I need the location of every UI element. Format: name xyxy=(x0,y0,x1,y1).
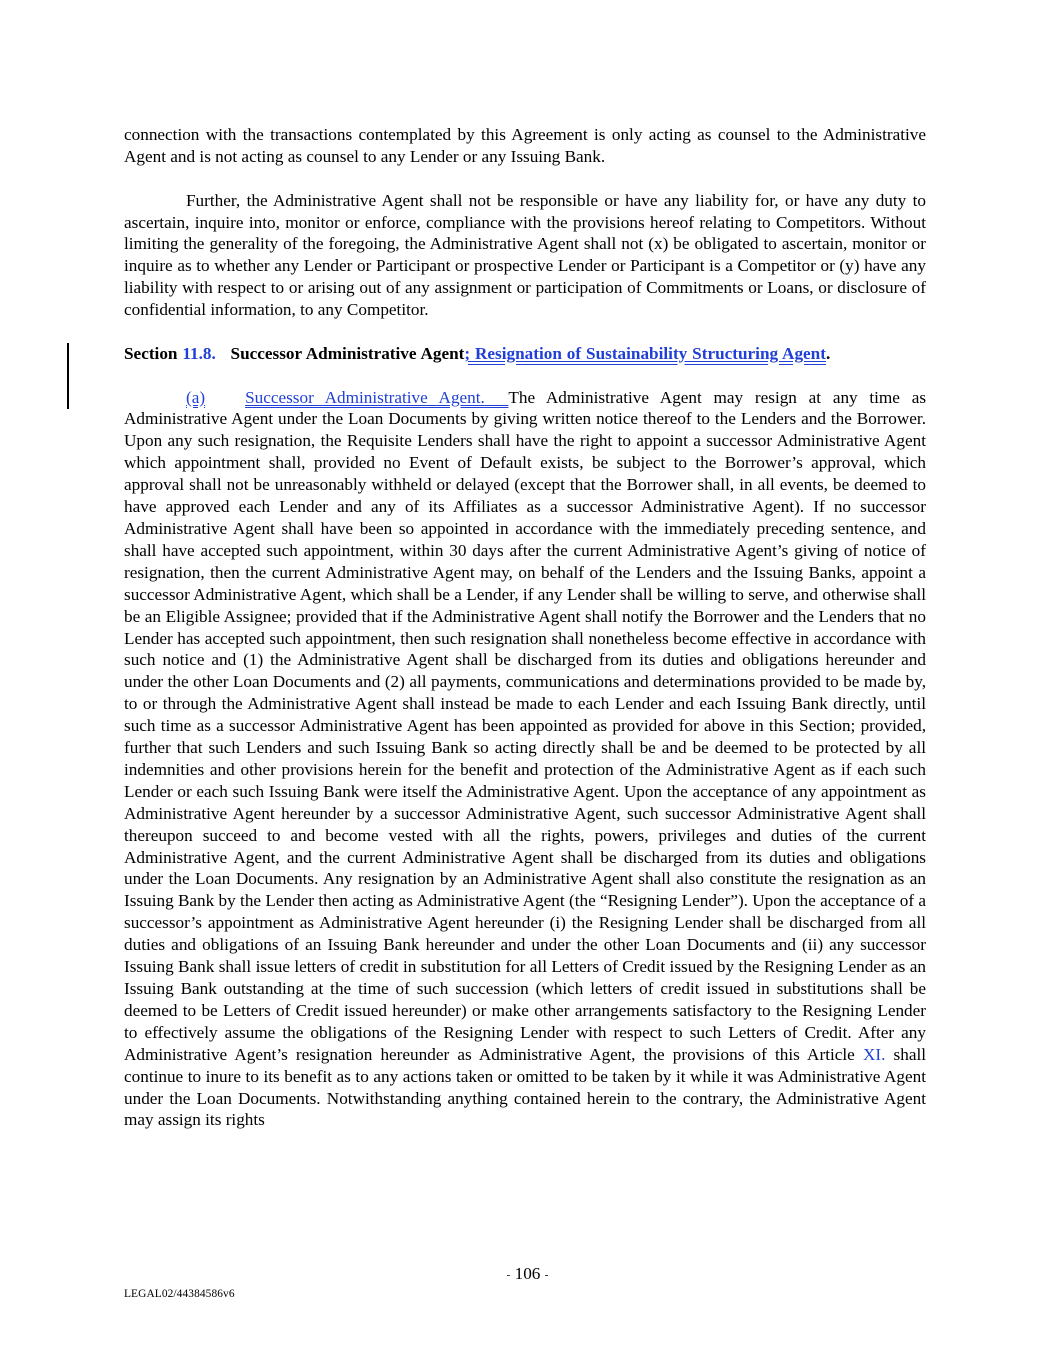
document-body xyxy=(124,124,926,1131)
section-label: Section xyxy=(124,343,178,363)
paragraph-continuation: connection with the transactions contemplated by this Agreement is only acting as counsel to the Administrative Agent and is not acting as counsel to any Lender or any Issuing Bank. xyxy=(124,125,926,166)
section-number-link[interactable]: 11.8. xyxy=(182,343,216,363)
change-bar xyxy=(67,387,69,409)
subsection-heading: Successor Administrative Agent. xyxy=(245,387,485,407)
section-heading-block xyxy=(124,343,926,365)
inserted-heading-text: ; Resignation of Sustainability Structuring Agent xyxy=(464,343,826,363)
subsection-text-part2: shall continue to inure to its benefit as to any actions taken or omitted to be taken by it while it was Administrative Agent under the Loan Documents. Notwithstanding anything contained herein to the contrary, the Administrative Agent may assign its rights xyxy=(124,1044,926,1130)
subsection-text-part1: The Administrative Agent may resign at any time as Administrative Agent under the Loan Documents by giving written notice thereof to the Lenders and the Borrower. Upon any such resignation, the Requisite Lenders shall have the right to appoint a successor Administrative Agent which appointment shall, provided no Event of Default exists, be subject to the Borrower’s approval, which approval shall not be unreasonably withheld or delayed (except that the Borrower shall, in all events, be deemed to have approved each Lender and any of its Affiliates as a successor Administrative Agent). If no successor Administrative Agent shall have been so appointed in accordance with the immediately preceding sentence, and shall have accepted such appointment, within 30 days after the current Administrative Agent’s giving of notice of resignation, then the current Administrative Agent may, on behalf of the Lenders and the Issuing Banks, appoint a successor Administrative Agent, which shall be a Lender, if any Lender shall be willing to serve, and otherwise shall be an Eligible Assignee; provided that if the Administrative Agent shall notify the Borrower and the Lenders that no Lender has accepted such appointment, then such resignation shall nonetheless become effective in accordance with such notice and (1) the Administrative Agent shall be discharged from its duties and obligations hereunder and under the other Loan Documents and (2) all payments, communications and determinations provided to be made by, to or through the Administrative Agent shall instead be made to each Lender and each Issuing Bank directly, until such time as a successor Administrative Agent has been appointed as provided for above in this Section; provided, further that such Lenders and such Issuing Bank so acting directly shall be and be deemed to be protected by all indemnities and other provisions herein for the benefit and protection of the Administrative Agent as if each such Lender or each such Issuing Bank were itself the Administrative Agent. Upon the acceptance of any appointment as Administrative Agent hereunder by a successor Administrative Agent, such successor Administrative Agent shall thereupon succeed to and become vested with all the rights, powers, privileges and duties of the current Administrative Agent, and the current Administrative Agent shall be discharged from its duties and obligations under the Loan Documents. Any resignation by an Administrative Agent shall also constitute the resignation as an Issuing Bank by the Lender then acting as Administrative Agent (the “Resigning Lender”). Upon the acceptance of a successor’s appointment as Administrative Agent hereunder (i) the Resigning Lender shall be discharged from all duties and obligations of an Issuing Bank hereunder and under the other Loan Documents and (ii) any successor Issuing Bank shall issue letters of credit in substitution for all Letters of Credit issued by the Resigning Lender as an Issuing Bank outstanding at the time of such succession (which letters of credit issued in substitutions shall be deemed to be Letters of Credit issued hereunder) or make other arrangements satisfactory to the Resigning Lender to effectively assume the obligations of the Resigning Lender with respect to such Letters of Credit. After any Administrative Agent’s resignation hereunder as Administrative Agent, the provisions of this Article xyxy=(124,387,927,1064)
section-heading xyxy=(124,343,926,365)
page-number: - 106 - xyxy=(506,1264,549,1283)
page-number-value: 106 xyxy=(514,1264,541,1283)
subsection-a xyxy=(124,387,926,1132)
change-bar xyxy=(67,343,69,387)
article-xi-link[interactable]: XI. xyxy=(862,1044,886,1064)
paragraph-competitors: Further, the Administrative Agent shall not be responsible or have any liability for, or have any duty to ascertain, inquire into, monitor or enforce, compliance with the provisions hereof relating to Competitors. Without limiting the generality of the foregoing, the Administrative Agent shall not (x) be obligated to ascertain, monitor or inquire as to whether any Lender or Participant or prospective Lender or Participant is a Competitor or (y) have any liability with respect to or arising out of any assignment or participation of Commitments or Loans, or disclosure of confidential information, to any Competitor. xyxy=(124,190,926,320)
document-id: LEGAL02/44384586v6 xyxy=(124,1288,235,1300)
subsection-a-block xyxy=(124,387,926,1132)
section-title: Successor Administrative Agent xyxy=(230,343,465,363)
section-title-end: . xyxy=(825,343,831,363)
subsection-marker: (a) xyxy=(186,387,206,407)
